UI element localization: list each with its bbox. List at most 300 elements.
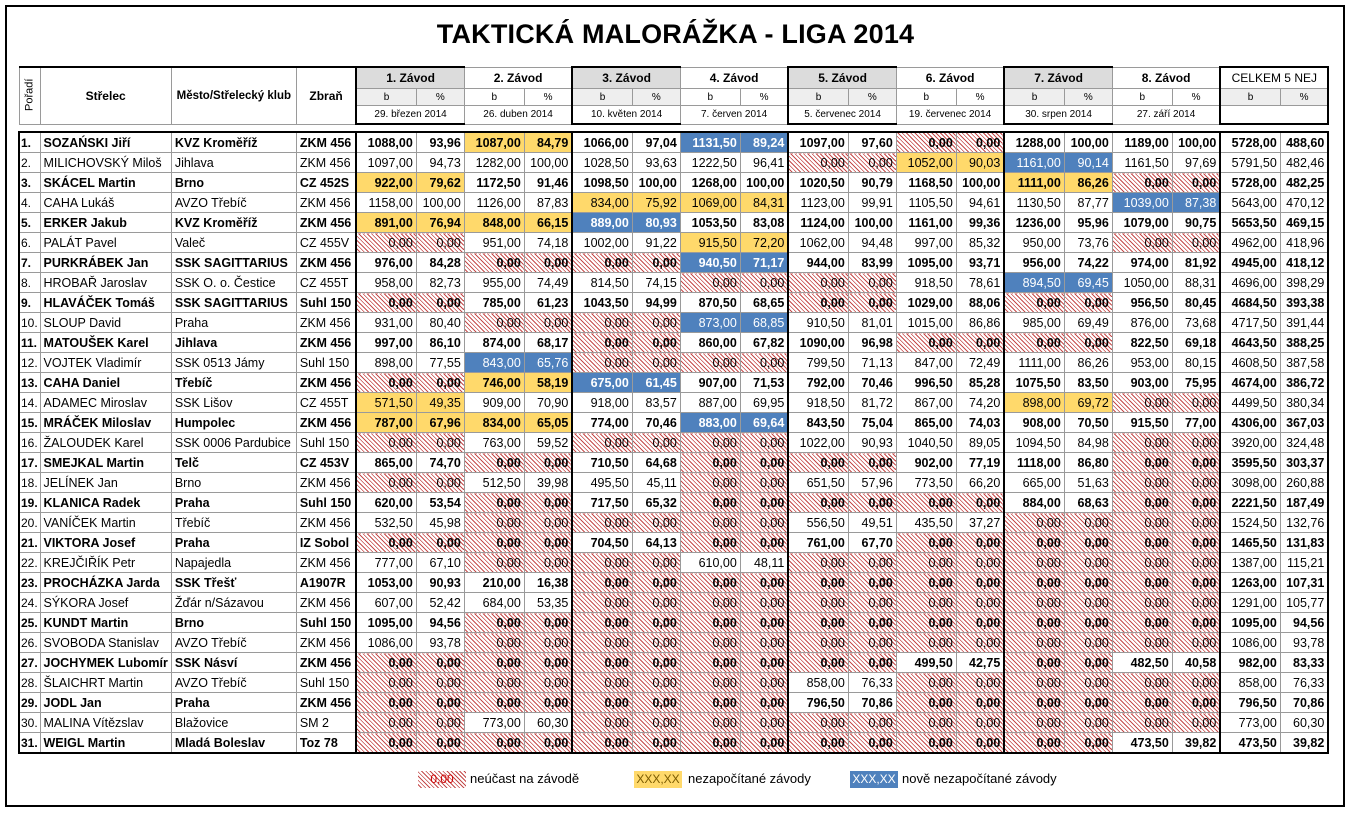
cell-race-1-b: 0,00 <box>356 533 416 553</box>
header-klub: Město/Střelecký klub <box>171 67 296 124</box>
cell-race-7-b: 956,00 <box>1004 253 1064 273</box>
cell-race-1-b: 976,00 <box>356 253 416 273</box>
cell-race-4-pct: 0,00 <box>740 493 788 513</box>
cell-rank: 2. <box>19 153 40 173</box>
cell-gun: ZKM 456 <box>296 313 356 333</box>
cell-race-3-pct: 93,63 <box>632 153 680 173</box>
cell-race-1-pct: 0,00 <box>416 673 464 693</box>
cell-race-6-b: 1052,00 <box>896 153 956 173</box>
cell-club: SSK O. o. Čestice <box>171 273 296 293</box>
cell-race-7-pct: 0,00 <box>1064 293 1112 313</box>
cell-race-1-pct: 67,10 <box>416 553 464 573</box>
cell-club: KVZ Kroměříž <box>171 213 296 233</box>
cell-rank: 28. <box>19 673 40 693</box>
cell-race-8-b: 1189,00 <box>1112 132 1172 153</box>
cell-total-pct: 386,72 <box>1280 373 1328 393</box>
col-pct-header: % <box>1064 89 1112 106</box>
cell-race-6-b: 0,00 <box>896 553 956 573</box>
cell-race-6-b: 1168,50 <box>896 173 956 193</box>
cell-race-3-pct: 0,00 <box>632 433 680 453</box>
cell-gun: ZKM 456 <box>296 593 356 613</box>
cell-race-2-b: 0,00 <box>464 453 524 473</box>
cell-total-pct: 70,86 <box>1280 693 1328 713</box>
cell-race-1-b: 0,00 <box>356 473 416 493</box>
cell-total-pct: 303,37 <box>1280 453 1328 473</box>
cell-race-1-pct: 52,42 <box>416 593 464 613</box>
cell-race-8-b: 0,00 <box>1112 393 1172 413</box>
cell-race-7-pct: 0,00 <box>1064 673 1112 693</box>
cell-gun: ZKM 456 <box>296 373 356 393</box>
cell-race-2-b: 955,00 <box>464 273 524 293</box>
cell-total-b: 5653,50 <box>1220 213 1280 233</box>
cell-club: SSK Lišov <box>171 393 296 413</box>
spacer-cell <box>356 124 416 132</box>
cell-race-1-b: 1088,00 <box>356 132 416 153</box>
cell-race-4-pct: 69,64 <box>740 413 788 433</box>
cell-rank: 4. <box>19 193 40 213</box>
cell-race-4-pct: 0,00 <box>740 513 788 533</box>
cell-club: Napajedla <box>171 553 296 573</box>
cell-race-6-pct: 85,28 <box>956 373 1004 393</box>
cell-total-b: 4696,00 <box>1220 273 1280 293</box>
table-row <box>19 473 1328 493</box>
cell-race-7-b: 0,00 <box>1004 653 1064 673</box>
cell-race-8-pct: 77,00 <box>1172 413 1220 433</box>
cell-race-6-pct: 88,06 <box>956 293 1004 313</box>
cell-race-2-pct: 66,15 <box>524 213 572 233</box>
cell-total-pct: 94,56 <box>1280 613 1328 633</box>
cell-race-1-pct: 94,56 <box>416 613 464 633</box>
cell-race-1-pct: 0,00 <box>416 373 464 393</box>
cell-race-2-b: 1126,00 <box>464 193 524 213</box>
cell-total-b: 3920,00 <box>1220 433 1280 453</box>
cell-race-8-pct: 39,82 <box>1172 733 1220 754</box>
cell-race-1-pct: 67,96 <box>416 413 464 433</box>
cell-race-5-b: 910,50 <box>788 313 848 333</box>
cell-race-4-pct: 0,00 <box>740 733 788 754</box>
cell-race-1-pct: 94,73 <box>416 153 464 173</box>
cell-name: SKÁCEL Martin <box>40 173 171 193</box>
cell-name: HROBAŘ Jaroslav <box>40 273 171 293</box>
cell-race-6-b: 1095,00 <box>896 253 956 273</box>
cell-race-6-b: 996,50 <box>896 373 956 393</box>
cell-name: JODL Jan <box>40 693 171 713</box>
cell-race-8-b: 953,00 <box>1112 353 1172 373</box>
col-b-header: b <box>1112 89 1172 106</box>
cell-race-5-pct: 0,00 <box>848 653 896 673</box>
cell-total-pct: 380,34 <box>1280 393 1328 413</box>
cell-name: PROCHÁZKA Jarda <box>40 573 171 593</box>
cell-race-5-b: 1097,00 <box>788 132 848 153</box>
cell-race-3-b: 0,00 <box>572 713 632 733</box>
cell-race-5-pct: 67,70 <box>848 533 896 553</box>
cell-race-8-b: 1050,00 <box>1112 273 1172 293</box>
cell-race-7-pct: 69,49 <box>1064 313 1112 333</box>
table-row <box>19 193 1328 213</box>
cell-club: Jihlava <box>171 333 296 353</box>
cell-race-5-pct: 83,99 <box>848 253 896 273</box>
cell-race-1-b: 620,00 <box>356 493 416 513</box>
cell-race-7-pct: 0,00 <box>1064 333 1112 353</box>
cell-race-2-pct: 0,00 <box>524 453 572 473</box>
cell-gun: ZKM 456 <box>296 633 356 653</box>
cell-total-b: 4608,50 <box>1220 353 1280 373</box>
cell-race-2-b: 0,00 <box>464 553 524 573</box>
cell-gun: Suhl 150 <box>296 493 356 513</box>
cell-name: ŽALOUDEK Karel <box>40 433 171 453</box>
col-b-header: b <box>464 89 524 106</box>
cell-race-6-b: 918,50 <box>896 273 956 293</box>
cell-name: SMEJKAL Martin <box>40 453 171 473</box>
cell-race-4-b: 1131,50 <box>680 132 740 153</box>
cell-race-8-b: 0,00 <box>1112 433 1172 453</box>
cell-rank: 18. <box>19 473 40 493</box>
cell-race-2-pct: 0,00 <box>524 533 572 553</box>
cell-club: AVZO Třebíč <box>171 673 296 693</box>
cell-race-6-b: 0,00 <box>896 573 956 593</box>
cell-race-6-pct: 0,00 <box>956 573 1004 593</box>
cell-race-8-b: 915,50 <box>1112 413 1172 433</box>
cell-race-8-pct: 0,00 <box>1172 433 1220 453</box>
table-row <box>19 153 1328 173</box>
cell-club: Praha <box>171 493 296 513</box>
cell-race-5-pct: 70,86 <box>848 693 896 713</box>
cell-race-6-b: 0,00 <box>896 693 956 713</box>
cell-race-3-pct: 0,00 <box>632 313 680 333</box>
cell-race-2-pct: 68,17 <box>524 333 572 353</box>
col-pct-header: % <box>416 89 464 106</box>
spacer-cell <box>956 124 1004 132</box>
cell-race-6-b: 867,00 <box>896 393 956 413</box>
cell-race-2-pct: 59,52 <box>524 433 572 453</box>
cell-race-3-pct: 74,15 <box>632 273 680 293</box>
cell-race-3-pct: 0,00 <box>632 653 680 673</box>
cell-total-pct: 393,38 <box>1280 293 1328 313</box>
cell-club: Brno <box>171 613 296 633</box>
cell-race-4-b: 883,00 <box>680 413 740 433</box>
table-row <box>19 313 1328 333</box>
cell-total-pct: 418,12 <box>1280 253 1328 273</box>
cell-race-4-pct: 68,85 <box>740 313 788 333</box>
cell-race-7-pct: 0,00 <box>1064 533 1112 553</box>
cell-race-2-b: 773,00 <box>464 713 524 733</box>
col-pct-header: % <box>956 89 1004 106</box>
cell-race-4-b: 1069,00 <box>680 193 740 213</box>
cell-gun: Suhl 150 <box>296 673 356 693</box>
cell-race-8-b: 0,00 <box>1112 613 1172 633</box>
cell-race-7-b: 0,00 <box>1004 733 1064 754</box>
cell-race-4-b: 940,50 <box>680 253 740 273</box>
cell-total-b: 982,00 <box>1220 653 1280 673</box>
table-row <box>19 233 1328 253</box>
cell-race-7-b: 894,50 <box>1004 273 1064 293</box>
cell-name: JOCHYMEK Lubomír <box>40 653 171 673</box>
cell-total-pct: 107,31 <box>1280 573 1328 593</box>
cell-race-6-pct: 93,71 <box>956 253 1004 273</box>
cell-race-1-pct: 0,00 <box>416 473 464 493</box>
cell-race-3-pct: 0,00 <box>632 553 680 573</box>
cell-club: SSK SAGITTARIUS <box>171 253 296 273</box>
cell-race-3-pct: 0,00 <box>632 253 680 273</box>
cell-race-4-pct: 0,00 <box>740 573 788 593</box>
cell-race-5-pct: 71,13 <box>848 353 896 373</box>
cell-race-8-b: 903,00 <box>1112 373 1172 393</box>
cell-race-5-b: 0,00 <box>788 293 848 313</box>
cell-race-4-pct: 68,65 <box>740 293 788 313</box>
race-4-header: 4. Závod <box>680 67 788 89</box>
total-header: CELKEM 5 NEJ <box>1220 67 1328 89</box>
cell-race-6-pct: 89,05 <box>956 433 1004 453</box>
cell-race-1-pct: 0,00 <box>416 233 464 253</box>
cell-race-5-b: 0,00 <box>788 553 848 573</box>
cell-race-7-pct: 73,76 <box>1064 233 1112 253</box>
cell-race-2-b: 0,00 <box>464 613 524 633</box>
cell-race-2-pct: 0,00 <box>524 693 572 713</box>
cell-club: Třebíč <box>171 373 296 393</box>
cell-race-2-pct: 0,00 <box>524 313 572 333</box>
cell-race-5-pct: 76,33 <box>848 673 896 693</box>
cell-race-2-pct: 60,30 <box>524 713 572 733</box>
cell-race-7-b: 1094,50 <box>1004 433 1064 453</box>
cell-race-3-b: 0,00 <box>572 593 632 613</box>
race-8-date: 27. září 2014 <box>1112 106 1220 125</box>
spacer-cell <box>1172 124 1220 132</box>
cell-race-7-pct: 0,00 <box>1064 713 1112 733</box>
cell-race-2-b: 0,00 <box>464 733 524 754</box>
cell-race-4-pct: 69,95 <box>740 393 788 413</box>
race-5-date: 5. červenec 2014 <box>788 106 896 125</box>
cell-race-7-pct: 86,80 <box>1064 453 1112 473</box>
cell-race-5-b: 0,00 <box>788 613 848 633</box>
cell-race-2-pct: 87,83 <box>524 193 572 213</box>
cell-name: VOJTEK Vladimír <box>40 353 171 373</box>
cell-club: Blažovice <box>171 713 296 733</box>
cell-race-7-pct: 83,50 <box>1064 373 1112 393</box>
cell-gun: ZKM 456 <box>296 333 356 353</box>
cell-race-6-b: 0,00 <box>896 733 956 754</box>
cell-name: KREJČIŘÍK Petr <box>40 553 171 573</box>
cell-race-1-b: 0,00 <box>356 293 416 313</box>
cell-race-5-b: 1020,50 <box>788 173 848 193</box>
cell-race-4-b: 0,00 <box>680 533 740 553</box>
spacer-cell <box>19 124 40 132</box>
cell-race-1-pct: 82,73 <box>416 273 464 293</box>
cell-race-5-b: 0,00 <box>788 713 848 733</box>
cell-total-pct: 39,82 <box>1280 733 1328 754</box>
cell-race-6-pct: 72,49 <box>956 353 1004 373</box>
cell-club: SSK Třešť <box>171 573 296 593</box>
cell-race-1-pct: 93,96 <box>416 132 464 153</box>
cell-race-1-b: 931,00 <box>356 313 416 333</box>
cell-club: Třebíč <box>171 513 296 533</box>
cell-race-8-pct: 0,00 <box>1172 513 1220 533</box>
cell-race-4-b: 0,00 <box>680 493 740 513</box>
cell-total-pct: 60,30 <box>1280 713 1328 733</box>
cell-race-6-b: 1029,00 <box>896 293 956 313</box>
cell-gun: ZKM 456 <box>296 413 356 433</box>
cell-race-3-b: 704,50 <box>572 533 632 553</box>
cell-race-5-pct: 0,00 <box>848 573 896 593</box>
table-row <box>19 673 1328 693</box>
cell-race-2-b: 1282,00 <box>464 153 524 173</box>
cell-rank: 25. <box>19 613 40 633</box>
spacer-cell <box>572 124 632 132</box>
cell-race-4-b: 870,50 <box>680 293 740 313</box>
cell-race-6-b: 865,00 <box>896 413 956 433</box>
table-row <box>19 413 1328 433</box>
cell-race-8-b: 876,00 <box>1112 313 1172 333</box>
cell-race-8-b: 1161,50 <box>1112 153 1172 173</box>
cell-race-6-pct: 0,00 <box>956 693 1004 713</box>
cell-name: PALÁT Pavel <box>40 233 171 253</box>
cell-race-3-b: 0,00 <box>572 653 632 673</box>
cell-race-1-b: 898,00 <box>356 353 416 373</box>
table-row <box>19 253 1328 273</box>
cell-race-4-b: 0,00 <box>680 453 740 473</box>
cell-race-4-pct: 48,11 <box>740 553 788 573</box>
cell-race-1-b: 997,00 <box>356 333 416 353</box>
cell-race-1-b: 787,00 <box>356 413 416 433</box>
cell-race-6-b: 847,00 <box>896 353 956 373</box>
cell-name: KUNDT Martin <box>40 613 171 633</box>
race-6-header: 6. Závod <box>896 67 1004 89</box>
cell-race-3-pct: 64,13 <box>632 533 680 553</box>
cell-race-8-b: 0,00 <box>1112 493 1172 513</box>
header-strelec: Střelec <box>40 67 171 124</box>
cell-rank: 9. <box>19 293 40 313</box>
cell-race-8-pct: 0,00 <box>1172 173 1220 193</box>
cell-race-2-b: 763,00 <box>464 433 524 453</box>
cell-race-5-pct: 0,00 <box>848 553 896 573</box>
cell-race-7-b: 665,00 <box>1004 473 1064 493</box>
cell-race-2-b: 0,00 <box>464 493 524 513</box>
cell-race-5-pct: 0,00 <box>848 493 896 513</box>
cell-race-2-pct: 39,98 <box>524 473 572 493</box>
cell-race-2-pct: 0,00 <box>524 633 572 653</box>
cell-name: SOZAŃSKI Jiří <box>40 132 171 153</box>
sheet-title: TAKTICKÁ MALORÁŽKA - LIGA 2014 <box>436 19 915 49</box>
cell-race-1-b: 958,00 <box>356 273 416 293</box>
cell-race-5-pct: 0,00 <box>848 633 896 653</box>
cell-race-5-pct: 0,00 <box>848 733 896 754</box>
cell-race-7-pct: 0,00 <box>1064 653 1112 673</box>
cell-race-2-b: 843,00 <box>464 353 524 373</box>
cell-race-4-b: 1222,50 <box>680 153 740 173</box>
header-zbran: Zbraň <box>296 67 356 124</box>
cell-race-1-b: 0,00 <box>356 653 416 673</box>
cell-race-6-b: 0,00 <box>896 333 956 353</box>
cell-total-pct: 470,12 <box>1280 193 1328 213</box>
col-pct-header: % <box>740 89 788 106</box>
cell-race-3-b: 1043,50 <box>572 293 632 313</box>
cell-club: Brno <box>171 173 296 193</box>
cell-race-3-pct: 64,68 <box>632 453 680 473</box>
cell-race-5-b: 1123,00 <box>788 193 848 213</box>
cell-race-7-b: 1111,00 <box>1004 353 1064 373</box>
cell-race-2-pct: 70,90 <box>524 393 572 413</box>
race-2-date: 26. duben 2014 <box>464 106 572 125</box>
cell-race-1-b: 0,00 <box>356 713 416 733</box>
cell-race-1-pct: 0,00 <box>416 693 464 713</box>
cell-race-5-pct: 0,00 <box>848 153 896 173</box>
cell-race-7-pct: 95,96 <box>1064 213 1112 233</box>
cell-race-3-b: 0,00 <box>572 313 632 333</box>
cell-race-7-pct: 0,00 <box>1064 593 1112 613</box>
cell-race-2-pct: 61,23 <box>524 293 572 313</box>
cell-race-5-pct: 75,04 <box>848 413 896 433</box>
cell-race-3-pct: 0,00 <box>632 693 680 713</box>
cell-race-2-b: 0,00 <box>464 253 524 273</box>
cell-race-3-b: 814,50 <box>572 273 632 293</box>
cell-race-2-b: 0,00 <box>464 533 524 553</box>
col-b-header: b <box>572 89 632 106</box>
cell-race-1-b: 1086,00 <box>356 633 416 653</box>
cell-race-8-pct: 97,69 <box>1172 153 1220 173</box>
cell-total-b: 773,00 <box>1220 713 1280 733</box>
cell-race-2-b: 874,00 <box>464 333 524 353</box>
cell-race-3-b: 834,00 <box>572 193 632 213</box>
cell-total-b: 1465,50 <box>1220 533 1280 553</box>
cell-race-1-b: 0,00 <box>356 673 416 693</box>
cell-race-4-pct: 0,00 <box>740 653 788 673</box>
cell-race-1-b: 1097,00 <box>356 153 416 173</box>
cell-rank: 10. <box>19 313 40 333</box>
cell-race-4-pct: 84,31 <box>740 193 788 213</box>
cell-race-8-pct: 0,00 <box>1172 533 1220 553</box>
cell-gun: SM 2 <box>296 713 356 733</box>
cell-race-2-pct: 0,00 <box>524 653 572 673</box>
cell-race-6-pct: 94,61 <box>956 193 1004 213</box>
cell-club: Humpolec <box>171 413 296 433</box>
cell-name: MATOUŠEK Karel <box>40 333 171 353</box>
legend <box>0 769 1351 791</box>
cell-race-7-b: 1130,50 <box>1004 193 1064 213</box>
cell-race-2-pct: 84,79 <box>524 132 572 153</box>
cell-race-8-b: 0,00 <box>1112 633 1172 653</box>
legend-newnotcounted-label: nově nezapočítané závody <box>902 771 1057 786</box>
cell-race-7-pct: 0,00 <box>1064 693 1112 713</box>
cell-race-8-b: 956,50 <box>1112 293 1172 313</box>
cell-race-4-b: 0,00 <box>680 633 740 653</box>
cell-race-7-b: 0,00 <box>1004 633 1064 653</box>
cell-race-1-pct: 0,00 <box>416 653 464 673</box>
cell-race-3-b: 0,00 <box>572 613 632 633</box>
cell-rank: 20. <box>19 513 40 533</box>
cell-total-b: 3098,00 <box>1220 473 1280 493</box>
cell-club: Žďár n/Sázavou <box>171 593 296 613</box>
cell-race-1-pct: 0,00 <box>416 293 464 313</box>
table-row <box>19 213 1328 233</box>
spacer-cell <box>1004 124 1064 132</box>
cell-club: Praha <box>171 533 296 553</box>
cell-gun: Suhl 150 <box>296 293 356 313</box>
cell-race-2-b: 1087,00 <box>464 132 524 153</box>
cell-race-4-b: 610,00 <box>680 553 740 573</box>
cell-race-7-pct: 70,50 <box>1064 413 1112 433</box>
cell-race-8-pct: 80,15 <box>1172 353 1220 373</box>
cell-rank: 22. <box>19 553 40 573</box>
cell-race-5-pct: 90,93 <box>848 433 896 453</box>
cell-race-4-b: 0,00 <box>680 733 740 754</box>
col-pct-header: % <box>632 89 680 106</box>
cell-rank: 19. <box>19 493 40 513</box>
cell-gun: A1907R <box>296 573 356 593</box>
cell-race-1-b: 777,00 <box>356 553 416 573</box>
cell-race-4-pct: 0,00 <box>740 693 788 713</box>
spacer-cell <box>40 124 171 132</box>
cell-total-b: 4306,00 <box>1220 413 1280 433</box>
cell-race-7-b: 0,00 <box>1004 553 1064 573</box>
